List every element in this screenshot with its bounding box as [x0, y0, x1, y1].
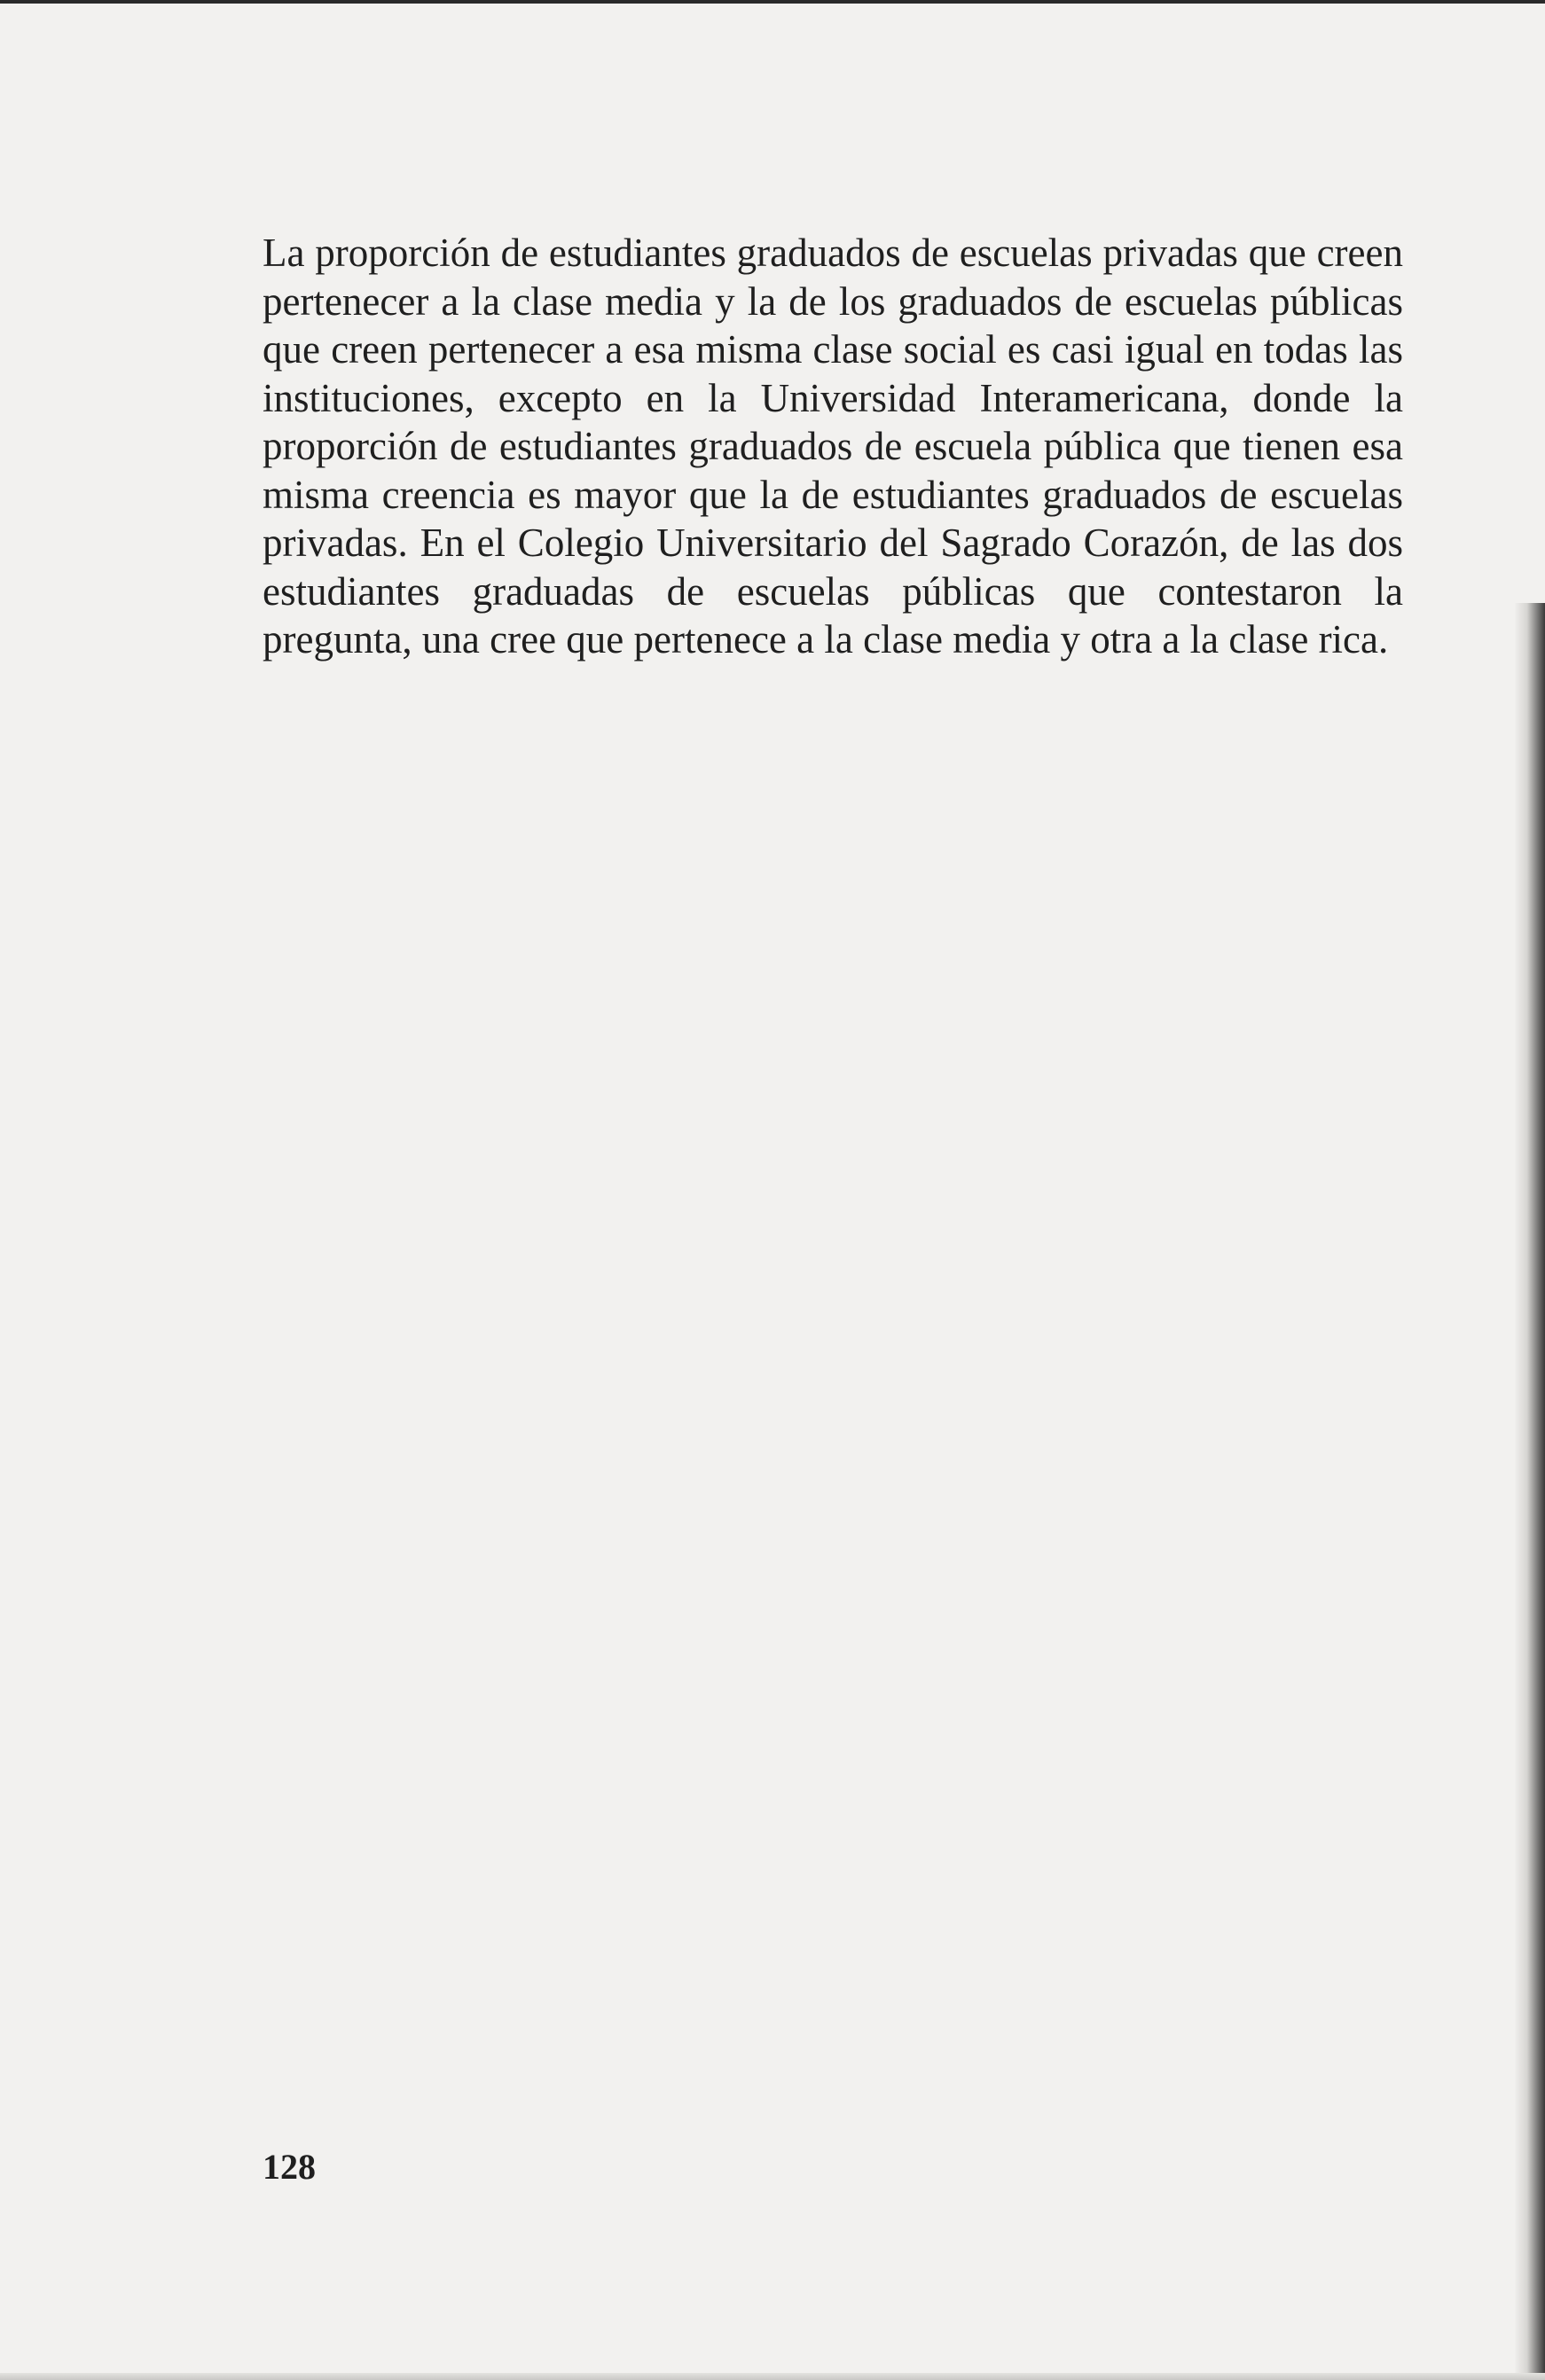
body-paragraph: La proporción de estudiantes graduados de escuelas privadas que creen pertenecer a la clase media y la de los graduados de escuelas públicas que creen pertenecer a esa misma clase social es casi igual en todas las instituciones, excepto en la Universidad Interamericana, donde la proporción de estudiantes graduados de escuela pública que tienen esa misma creencia es mayor que la de estudiantes graduados de escuelas privadas. En el Colegio Universitario del Sagrado Corazón, de las dos estudiantes graduadas de escuelas públicas que contestaron la pregunta, una cree que pertenece a la clase media y otra a la clase rica.: [263, 231, 1403, 662]
page-top-edge: [0, 0, 1545, 4]
page-bottom-edge: [0, 2373, 1545, 2380]
page-right-edge: [1515, 603, 1545, 2380]
page-number: 128: [263, 2147, 316, 2187]
